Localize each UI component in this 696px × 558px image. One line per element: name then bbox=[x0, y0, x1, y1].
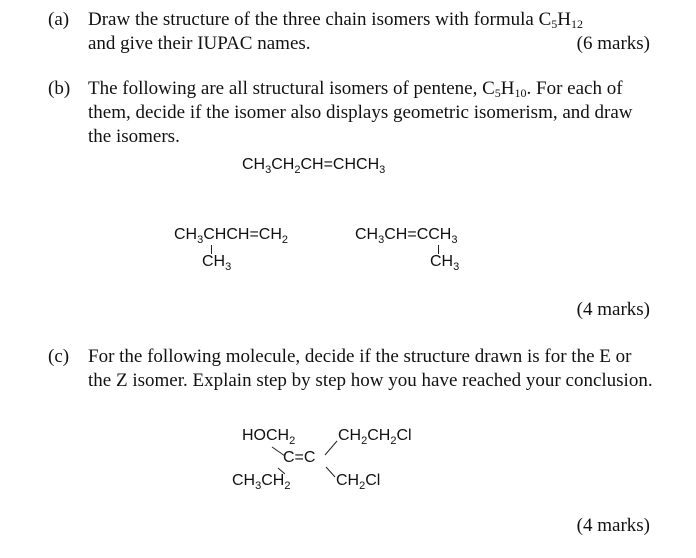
part-a-sub2: 12 bbox=[570, 17, 583, 31]
s1-b: CH bbox=[271, 156, 295, 173]
part-b-marks: (4 marks) bbox=[576, 299, 650, 320]
s2-branch-text: CH bbox=[202, 253, 226, 270]
mol-center-double-bond: C=C bbox=[283, 449, 316, 466]
s1-sc: 3 bbox=[379, 164, 386, 176]
part-a-text: Draw the structure of the three chain isomers with formula C bbox=[88, 9, 552, 30]
part-a-sub1: 5 bbox=[551, 17, 558, 31]
part-a-marks: (6 marks) bbox=[576, 33, 650, 54]
part-a-line2: and give their IUPAC names. bbox=[88, 33, 311, 54]
part-b-text1: The following are all structural isomers of pentene, C bbox=[88, 78, 495, 99]
mol-tl-text: HOCH bbox=[242, 427, 290, 444]
part-b-h: H bbox=[500, 78, 515, 99]
mol-bl-b: CH bbox=[261, 472, 285, 489]
s1-c: CH=CHCH bbox=[300, 156, 380, 173]
s3-sa: 3 bbox=[378, 234, 385, 246]
mol-br-b: Cl bbox=[365, 472, 381, 489]
mol-tr-sa: 2 bbox=[361, 435, 368, 447]
bond-bottom-left bbox=[278, 468, 285, 474]
mol-tr-a: CH bbox=[338, 427, 362, 444]
s3-b: CH=CCH bbox=[384, 226, 452, 243]
part-c-marks: (4 marks) bbox=[576, 515, 650, 536]
part-b-sub1: 5 bbox=[494, 86, 501, 100]
part-a-label: (a) bbox=[48, 9, 70, 30]
bond-top-right bbox=[325, 441, 337, 455]
part-c-text: For the following molecule, decide if the structure drawn is for the E or the Z isomer. Explain step by step how you have reached your conclusion. bbox=[88, 346, 653, 391]
mol-tr-b: CH bbox=[367, 427, 391, 444]
s3-branch-sub: 3 bbox=[453, 261, 460, 273]
mol-bl-a: CH bbox=[232, 472, 256, 489]
part-a-h: H bbox=[557, 9, 571, 30]
s3-branch-text: CH bbox=[430, 253, 454, 270]
s2-sb: 2 bbox=[281, 234, 289, 246]
s2-sa: 3 bbox=[197, 234, 204, 246]
bond-bottom-right bbox=[326, 467, 335, 477]
mol-tr-c: Cl bbox=[396, 427, 412, 444]
s3-sb: 3 bbox=[451, 234, 458, 246]
part-b-label: (b) bbox=[48, 78, 71, 99]
part-b-text2: . For each of them, decide if the isomer also displays geometric isomerism, and draw the isomers. bbox=[88, 78, 633, 147]
s1-a: CH bbox=[242, 156, 266, 173]
s3-a: CH bbox=[355, 226, 379, 243]
part-b-sub2: 10 bbox=[514, 86, 527, 100]
s2-branch-sub: 3 bbox=[225, 261, 232, 273]
mol-tr-sb: 2 bbox=[390, 435, 397, 447]
mol-br-sub: 2 bbox=[359, 480, 366, 492]
mol-br-a: CH bbox=[336, 472, 360, 489]
mol-tl-sub: 2 bbox=[289, 435, 296, 447]
s1-sb: 2 bbox=[294, 164, 301, 176]
mol-bl-sa: 3 bbox=[255, 480, 262, 492]
s2-b: CHCH=CH bbox=[203, 226, 282, 243]
part-c-label: (c) bbox=[48, 346, 70, 367]
mol-bl-sb: 2 bbox=[284, 480, 291, 492]
s1-sa: 3 bbox=[265, 164, 272, 176]
bond-top-left bbox=[272, 447, 285, 456]
s2-a: CH bbox=[174, 226, 198, 243]
